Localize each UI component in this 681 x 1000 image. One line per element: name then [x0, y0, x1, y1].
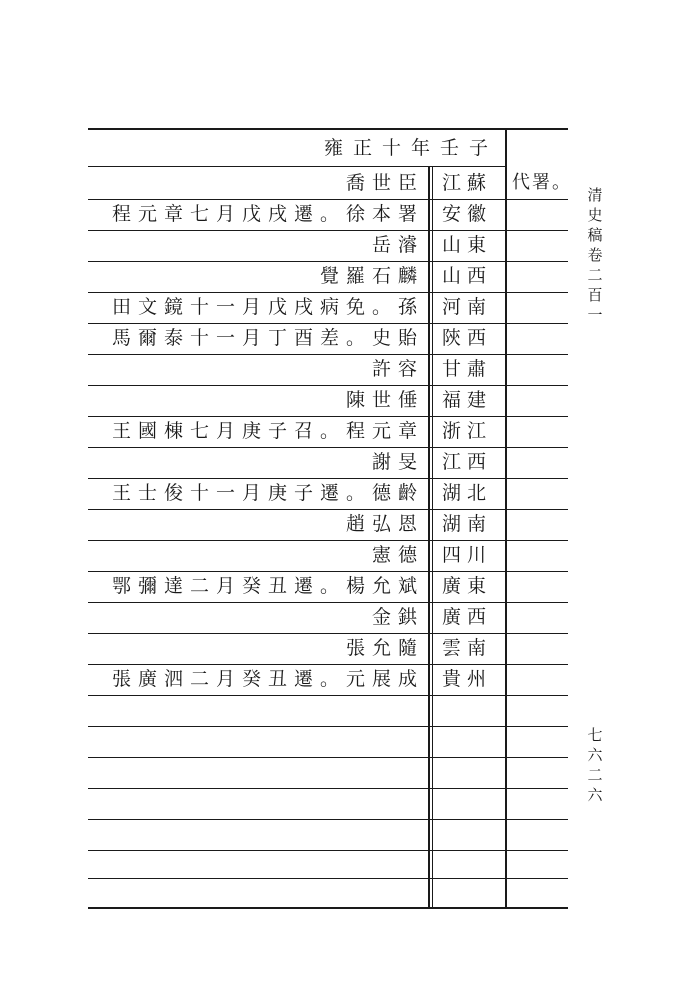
province-cell: 湖北 [441, 482, 492, 504]
governor-cell: 許容 [371, 358, 424, 380]
governor-cell: 喬世臣 [345, 172, 424, 194]
table-top-border [88, 128, 568, 130]
header-divider [88, 166, 506, 167]
province-cell: 福建 [441, 389, 492, 411]
column-divider-left [428, 166, 430, 907]
province-cell: 湖南 [441, 513, 492, 535]
province-cell: 雲南 [441, 637, 492, 659]
province-cell: 浙江 [441, 420, 492, 442]
governor-cell: 張允隨 [345, 637, 424, 659]
governor-cell: 馬爾泰十一月丁酉差。史貽 [111, 327, 424, 349]
governor-cell: 憲德 [371, 544, 424, 566]
governor-cell: 覺羅石麟 [319, 265, 424, 287]
province-cell: 廣西 [441, 606, 492, 628]
page-number: 七 六 二 六 [587, 726, 603, 804]
governor-cell: 鄂彌達二月癸丑遷。楊允斌 [111, 575, 424, 597]
table-bottom-border [88, 907, 568, 909]
province-cell: 甘肅 [441, 358, 492, 380]
province-cell: 山西 [441, 265, 492, 287]
column-divider-right [505, 128, 507, 907]
province-cell: 貴州 [441, 668, 492, 690]
province-cell: 四川 [441, 544, 492, 566]
row-divider [88, 788, 568, 789]
governor-cell: 張廣泗二月癸丑遷。元展成 [111, 668, 424, 690]
row-divider [88, 757, 568, 758]
province-cell: 陝西 [441, 327, 492, 349]
province-cell: 江蘇 [441, 172, 492, 194]
province-cell: 安徽 [441, 203, 492, 225]
row-divider [88, 819, 568, 820]
row-divider [88, 695, 568, 696]
row-divider [88, 878, 568, 879]
column-divider-left-inner [432, 166, 433, 907]
province-cell: 河南 [441, 296, 492, 318]
book-title: 清 史 稿 卷 二 百 一 [587, 186, 603, 324]
province-cell: 山東 [441, 234, 492, 256]
governor-general-cell: 代署。 [512, 172, 572, 193]
row-divider [88, 850, 568, 851]
province-cell: 江西 [441, 451, 492, 473]
governor-cell: 謝旻 [371, 451, 424, 473]
governor-cell: 趙弘恩 [345, 513, 424, 535]
governor-cell: 金鉷 [371, 606, 424, 628]
governor-cell: 王國棟七月庚子召。程元章 [111, 420, 424, 442]
governor-cell: 王士俊十一月庚子遷。德齡 [111, 482, 424, 504]
year-header: 雍正十年壬子 [323, 137, 498, 159]
province-cell: 廣東 [441, 575, 492, 597]
governor-cell: 陳世倕 [345, 389, 424, 411]
governor-cell: 田文鏡十一月戊戌病免。孫 [111, 296, 424, 318]
governor-cell: 程元章七月戊戌遷。徐本署 [111, 203, 424, 225]
governor-cell: 岳濬 [371, 234, 424, 256]
row-divider [88, 726, 568, 727]
